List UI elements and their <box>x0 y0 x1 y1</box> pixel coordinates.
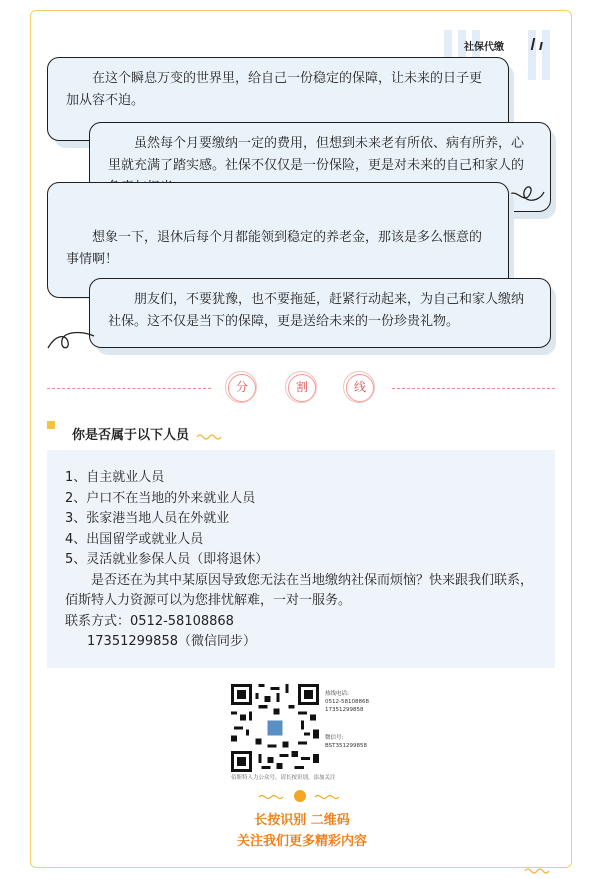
speech-card-4 <box>89 278 551 348</box>
list-item: 4、出国留学或就业人员 <box>65 531 204 547</box>
list-item: 2、户口不在当地的外来就业人员 <box>65 490 256 506</box>
wavy-underline-decoration <box>196 432 224 440</box>
wechat-value: BST351299858 <box>325 743 368 749</box>
section-heading: 你是否属于以下人员 <box>72 428 190 443</box>
info-box <box>47 450 555 668</box>
swirl-decoration <box>46 326 96 352</box>
card-text: 想象一下，退休后每个月都能领到稳定的养老金，那该是多么惬意的事情啊！ <box>66 230 483 267</box>
divider-seal-1: 分 <box>228 374 256 402</box>
wechat-label: 微信号: <box>325 735 344 741</box>
contact-mobile: 17351299858（微信同步） <box>87 634 256 649</box>
list-item: 1、自主就业人员 <box>65 470 165 485</box>
cta-line-2: 关注我们更多精彩内容 <box>236 834 367 849</box>
cta-line-1: 长按识别 二维码 <box>254 813 350 828</box>
wavy-decoration <box>258 794 288 800</box>
hotline-number-1: 0512-58108868 <box>325 699 369 705</box>
hotline-label: 热线电话: <box>325 691 349 697</box>
wavy-decoration <box>524 866 552 874</box>
wavy-decoration <box>314 794 344 800</box>
qr-footer-text: 佰斯特人力公众号，请长按识别，添加关注 <box>231 775 336 781</box>
divider-line-right <box>392 388 555 389</box>
heading-bullet <box>47 421 55 429</box>
card-text: 虽然每个月要缴纳一定的费用，但想到未来老有所依、病有所养，心里就充满了踏实感。社保不仅仅是一份保险，更是对未来的自己和家人的 <box>108 136 525 173</box>
contact-phone: 联系方式：0512-58108868 <box>65 613 234 629</box>
sun-icon <box>294 790 306 802</box>
qr-side-info <box>325 690 369 750</box>
topic-tag: 社保代缴 <box>464 42 504 53</box>
card-text: 在这个瞬息万变的世界里，给自己一份稳定的保障，让未来的日子更加从容不迫。 <box>66 71 483 108</box>
divider-line-left <box>47 388 211 389</box>
info-paragraph: 是否还在为其中某原因导致您无法在当地缴纳社保而烦恼？快来跟我们联系，佰斯特人力资源可以为您排忧解难，一对一服务。 <box>65 572 534 608</box>
qr-code-image <box>231 684 319 772</box>
list-item: 3、张家港当地人员在外就业 <box>65 511 230 526</box>
card-text: 朋友们，不要犹豫，也不要拖延，赶紧行动起来，为自己和家人缴纳社保。这不仅是当下的保障，更是送给未来的一份珍贵礼物。 <box>108 292 525 329</box>
list-item: 5、灵活就业参保人员（即将退休） <box>65 552 269 567</box>
divider-seal-3: 线 <box>346 374 374 402</box>
divider-seal-2: 割 <box>288 374 316 402</box>
hotline-number-2: 17351299858 <box>325 707 364 713</box>
